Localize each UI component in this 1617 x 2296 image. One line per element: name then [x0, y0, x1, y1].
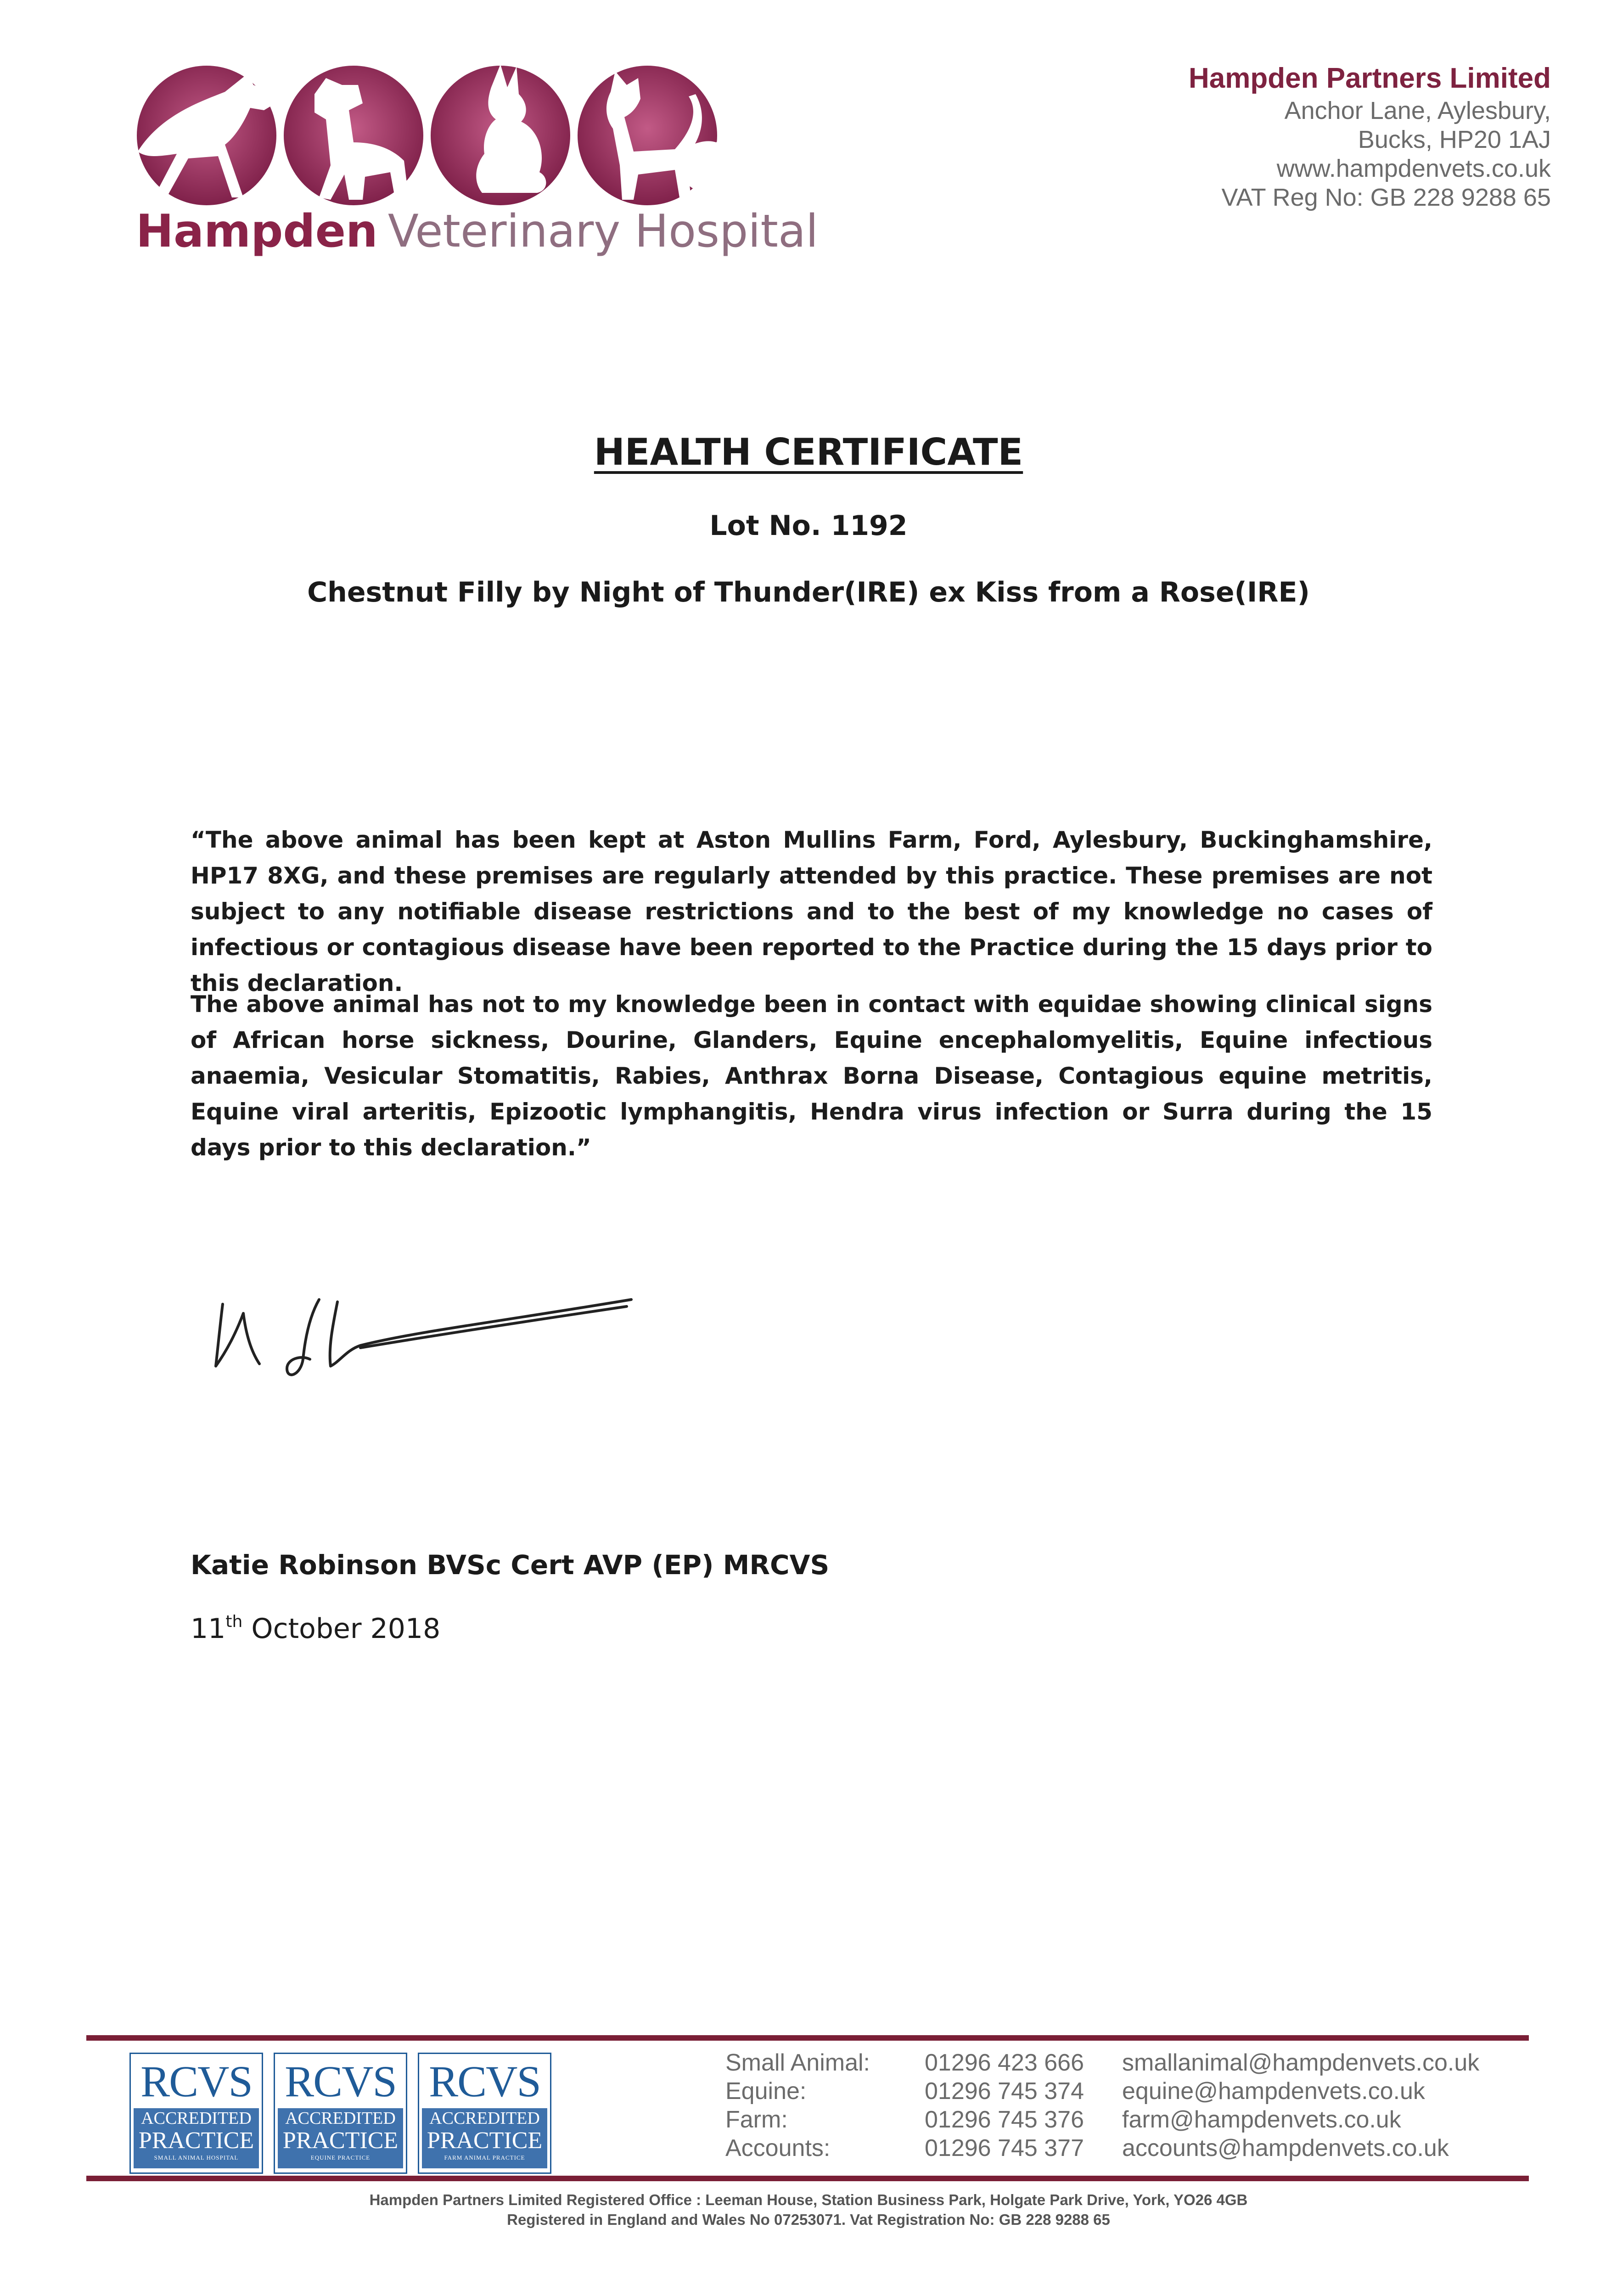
- rcvs-accreditation-badge: [418, 2053, 551, 2174]
- registered-office: Hampden Partners Limited Registered Office : Leeman House, Station Business Park, Holgate Park Drive, York, YO26 4GB: [369, 2191, 1248, 2208]
- footer-divider-top: [86, 2035, 1529, 2041]
- handwritten-signature: [209, 1281, 645, 1391]
- website-url: www.hampdenvets.co.uk: [1276, 155, 1551, 182]
- rcvs-logo-text: RCVS: [140, 2057, 252, 2106]
- contact-phone: 01296 745 376: [925, 2106, 1084, 2133]
- lot-number: Lot No. 1192: [709, 510, 908, 542]
- company-address-block: [1189, 61, 1551, 212]
- date-suffix: th: [225, 1612, 243, 1631]
- hospital-logo: [133, 60, 725, 211]
- rcvs-logo-text: RCVS: [285, 2057, 396, 2106]
- address-line: Anchor Lane, Aylesbury,: [1284, 97, 1551, 124]
- declaration-paragraph: “The above animal has been kept at Aston Mullins Farm, Ford, Aylesbury, Buckinghamshire, HP17 8XG, and these premises are regularly attended by this practice. These premises are not subject to any notifiable disease restrictions and to the best of my knowledge no cases of infectious or contagious disease have been reported to the Practice during the 15 days prior to this declaration.: [191, 827, 1432, 996]
- rcvs-accreditation-badge: [129, 2053, 263, 2174]
- accreditation-label: [278, 2108, 403, 2168]
- declaration-paragraph: The above animal has not to my knowledge been in contact with equidae showing clinical signs of African horse sickness, Dourine, Glanders, Equine encephalomyelitis, Equine infectious anaemia, Vesicular Stomatitis, Rabies, Anthrax Borna Disease, Contagious equine metritis, Equine viral arteritis, Epizootic lymphangitis, Hendra virus infection or Surra during the 15 days prior to this declaration.”: [191, 991, 1432, 1161]
- contact-label: Equine:: [725, 2078, 807, 2105]
- badge-line-practice: PRACTICE: [138, 2127, 254, 2154]
- contact-label: Small Animal:: [725, 2049, 870, 2076]
- address-line: Bucks, HP20 1AJ: [1358, 126, 1551, 153]
- horse-description: Chestnut Filly by Night of Thunder(IRE) ex Kiss from a Rose(IRE): [307, 576, 1310, 608]
- contact-phone: 01296 423 666: [925, 2049, 1084, 2076]
- contact-phone: 01296 745 374: [925, 2078, 1084, 2105]
- company-name: Hampden Partners Limited: [1189, 62, 1551, 94]
- hospital-name-light: Veterinary Hospital: [387, 205, 819, 258]
- hospital-name: [136, 205, 819, 258]
- signature-date: [191, 1613, 440, 1645]
- contact-phone: 01296 745 377: [925, 2135, 1084, 2161]
- contact-email: farm@hampdenvets.co.uk: [1122, 2106, 1401, 2133]
- company-registration: Registered in England and Wales No 07253071. Vat Registration No: GB 228 9288 65: [507, 2211, 1110, 2228]
- contact-email: equine@hampdenvets.co.uk: [1122, 2078, 1425, 2105]
- certificate-title: HEALTH CERTIFICATE: [594, 431, 1023, 473]
- vat-registration: VAT Reg No: GB 228 9288 65: [1221, 184, 1551, 211]
- accreditation-label: [134, 2108, 259, 2168]
- date-day: 11: [191, 1613, 226, 1645]
- contact-label: Farm:: [725, 2106, 788, 2133]
- badge-line-type: SMALL ANIMAL HOSPITAL: [154, 2154, 239, 2161]
- accreditation-label: [422, 2108, 547, 2168]
- rcvs-accreditation-badge: [274, 2053, 407, 2174]
- badge-line-practice: PRACTICE: [427, 2127, 543, 2154]
- contact-email: accounts@hampdenvets.co.uk: [1122, 2135, 1449, 2161]
- rcvs-logo-text: RCVS: [429, 2057, 540, 2106]
- vet-name: Katie Robinson BVSc Cert AVP (EP) MRCVS: [191, 1549, 830, 1581]
- badge-line-accredited: ACCREDITED: [429, 2109, 540, 2128]
- badge-line-accredited: ACCREDITED: [285, 2109, 396, 2128]
- badge-line-practice: PRACTICE: [282, 2127, 399, 2154]
- date-month-year: October 2018: [242, 1613, 441, 1645]
- footer-divider-bottom: [86, 2176, 1529, 2181]
- badge-line-type: EQUINE PRACTICE: [310, 2154, 371, 2161]
- badge-line-accredited: ACCREDITED: [141, 2109, 252, 2128]
- hospital-name-strong: Hampden: [136, 205, 378, 258]
- contact-label: Accounts:: [725, 2135, 831, 2161]
- badge-line-type: FARM ANIMAL PRACTICE: [444, 2154, 525, 2161]
- contact-email: smallanimal@hampdenvets.co.uk: [1122, 2049, 1480, 2076]
